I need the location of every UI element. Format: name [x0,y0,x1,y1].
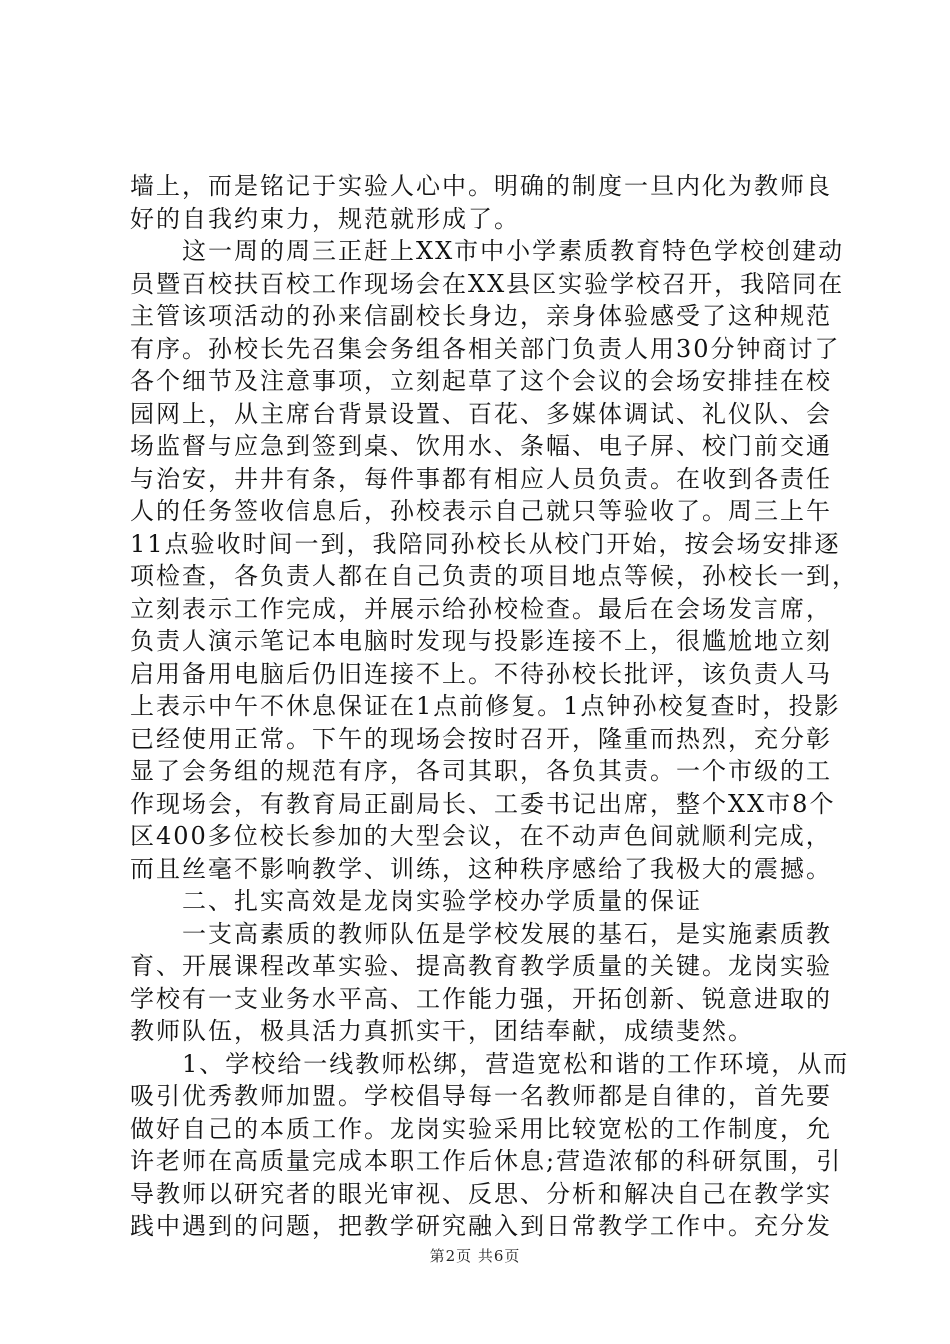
text-line: 育、开展课程改革实验、提高教育教学质量的关键。龙岗实验 [130,952,832,980]
text-line: 一支高素质的教师队伍是学校发展的基石，是实施素质教 [130,919,832,948]
text-line: 项检查，各负责人都在自己负责的项目地点等候，孙校长一到， [130,562,858,590]
text-line: 员暨百校扶百校工作现场会在XX县区实验学校召开，我陪同在 [130,269,845,298]
text-line: 而且丝毫不影响教学、训练，这种秩序感给了我极大的震撼。 [130,854,832,883]
text-line: 主管该项活动的孙来信副校长身边，亲身体验感受了这种规范 [130,302,832,330]
text-line: 园网上，从主席台背景设置、百花、多媒体调试、礼仪队、会 [130,399,832,428]
text-line: 好的自我约束力，规范就形成了。 [130,204,520,233]
text-line: 与治安，井井有条，每件事都有相应人员负责。在收到各责任 [130,464,832,493]
text-line: 1、学校给一线教师松绑，营造宽松和谐的工作环境，从而 [130,1049,850,1078]
text-line: 有序。孙校长先召集会务组各相关部门负责人用30分钟商讨了 [130,334,841,363]
text-line: 作现场会，有教育局正副局长、工委书记出席，整个XX市8个 [130,789,836,818]
text-line: 各个细节及注意事项，立刻起草了这个会议的会场安排挂在校 [130,367,832,395]
body-text [130,170,858,1243]
page-number: 第2页 共6页 [429,1247,521,1265]
text-line: 人的任务签收信息后，孙校表示自己就只等验收了。周三上午 [130,497,832,525]
section-heading: 二、扎实高效是龙岗实验学校办学质量的保证 [130,887,702,915]
text-line: 做好自己的本质工作。龙岗实验采用比较宽松的工作制度，允 [130,1114,832,1143]
text-line: 许老师在高质量完成本职工作后休息;营造浓郁的科研氛围，引 [130,1147,843,1175]
text-line: 场监督与应急到签到桌、饮用水、条幅、电子屏、校门前交通 [130,432,832,460]
text-line: 立刻表示工作完成，并展示给孙校检查。最后在会场发言席， [130,594,832,623]
text-line: 学校有一支业务水平高、工作能力强，开拓创新、锐意进取的 [130,984,832,1013]
text-line: 墙上，而是铭记于实验人心中。明确的制度一旦内化为教师良 [130,172,832,200]
text-line: 教师队伍，极具活力真抓实干，团结奉献，成绩斐然。 [130,1017,754,1045]
text-line: 这一周的周三正赶上XX市中小学素质教育特色学校创建动 [130,237,845,265]
text-line: 启用备用电脑后仍旧连接不上。不待孙校长批评，该负责人马 [130,659,832,688]
text-line: 已经使用正常。下午的现场会按时召开，隆重而热烈，充分彰 [130,724,832,753]
text-line: 导教师以研究者的眼光审视、反思、分析和解决自己在教学实 [130,1179,832,1208]
text-line: 11点验收时间一到，我陪同孙校长从校门开始，按会场安排逐 [130,529,841,558]
text-line: 显了会务组的规范有序，各司其职，各负其责。一个市级的工 [130,757,832,785]
text-line: 负责人演示笔记本电脑时发现与投影连接不上，很尴尬地立刻 [130,627,832,655]
text-line: 践中遇到的问题，把教学研究融入到日常教学工作中。充分发 [130,1212,832,1240]
text-line: 吸引优秀教师加盟。学校倡导每一名教师都是自律的，首先要 [130,1082,832,1110]
text-line: 上表示中午不休息保证在1点前修复。1点钟孙校复查时，投影 [130,692,841,720]
text-line: 区400多位校长参加的大型会议，在不动声色间就顺利完成， [130,822,832,850]
